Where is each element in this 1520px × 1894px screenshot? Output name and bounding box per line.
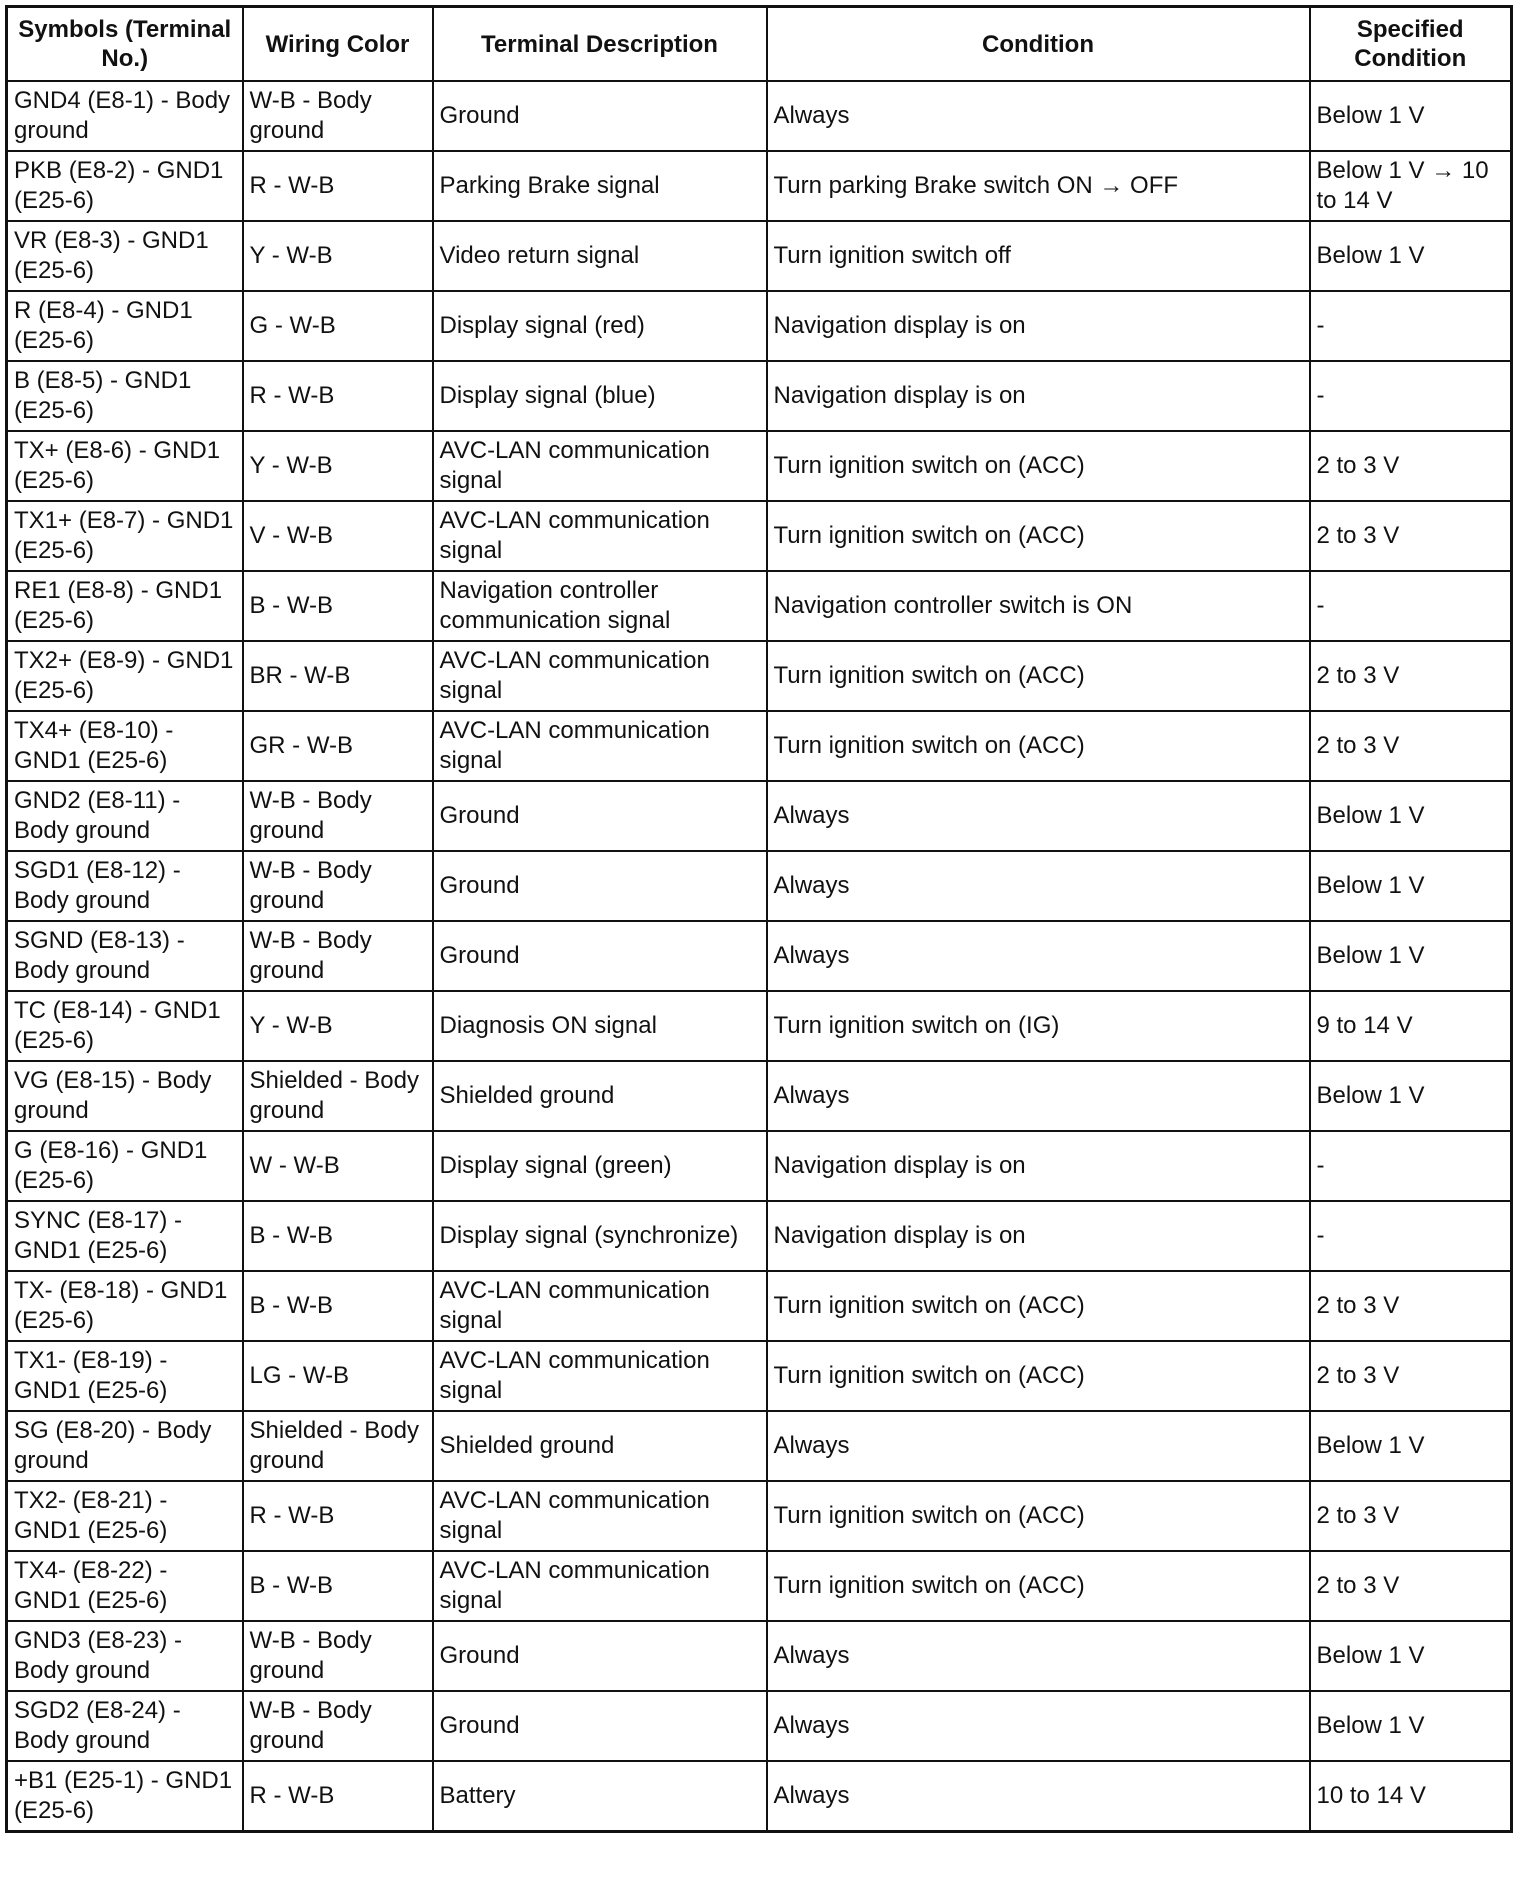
cell-specified-condition: 9 to 14 V — [1310, 991, 1512, 1061]
cell-condition: Always — [767, 1621, 1310, 1691]
cell-wiring-color: Y - W-B — [243, 221, 433, 291]
cell-condition: Always — [767, 851, 1310, 921]
cell-wiring-color: G - W-B — [243, 291, 433, 361]
cell-wiring-color: W - W-B — [243, 1131, 433, 1201]
cell-wiring-color: R - W-B — [243, 361, 433, 431]
cell-symbol: B (E8-5) - GND1 (E25-6) — [7, 361, 243, 431]
terminal-spec-page — [5, 5, 1510, 1833]
cell-terminal-description: AVC-LAN communication signal — [433, 501, 767, 571]
cell-symbol: SGND (E8-13) - Body ground — [7, 921, 243, 991]
cell-terminal-description: AVC-LAN communication signal — [433, 431, 767, 501]
cell-wiring-color: R - W-B — [243, 1761, 433, 1832]
cell-condition: Navigation display is on — [767, 1201, 1310, 1271]
cell-condition: Navigation display is on — [767, 361, 1310, 431]
cell-condition: Navigation controller switch is ON — [767, 571, 1310, 641]
table-row — [7, 851, 1512, 921]
cell-symbol: SGD1 (E8-12) - Body ground — [7, 851, 243, 921]
table-row — [7, 1271, 1512, 1341]
cell-terminal-description: AVC-LAN communication signal — [433, 641, 767, 711]
cell-condition: Navigation display is on — [767, 1131, 1310, 1201]
cell-specified-condition: 2 to 3 V — [1310, 431, 1512, 501]
table-row — [7, 641, 1512, 711]
cell-symbol: TX2- (E8-21) - GND1 (E25-6) — [7, 1481, 243, 1551]
cell-condition: Turn parking Brake switch ON → OFF — [767, 151, 1310, 221]
cell-wiring-color: W-B - Body ground — [243, 81, 433, 151]
header-specified-condition: Specified Condition — [1310, 7, 1512, 82]
cell-wiring-color: Shielded - Body ground — [243, 1061, 433, 1131]
cell-condition: Turn ignition switch on (ACC) — [767, 431, 1310, 501]
cell-terminal-description: Ground — [433, 1691, 767, 1761]
cell-symbol: +B1 (E25-1) - GND1 (E25-6) — [7, 1761, 243, 1832]
cell-wiring-color: R - W-B — [243, 1481, 433, 1551]
cell-wiring-color: W-B - Body ground — [243, 851, 433, 921]
cell-symbol: TX2+ (E8-9) - GND1 (E25-6) — [7, 641, 243, 711]
table-row — [7, 1691, 1512, 1761]
cell-terminal-description: Display signal (red) — [433, 291, 767, 361]
table-row — [7, 571, 1512, 641]
table-row — [7, 81, 1512, 151]
cell-specified-condition: 2 to 3 V — [1310, 1341, 1512, 1411]
table-row — [7, 1411, 1512, 1481]
cell-terminal-description: Ground — [433, 781, 767, 851]
cell-symbol: VG (E8-15) - Body ground — [7, 1061, 243, 1131]
cell-wiring-color: Shielded - Body ground — [243, 1411, 433, 1481]
cell-terminal-description: AVC-LAN communication signal — [433, 1271, 767, 1341]
cell-symbol: RE1 (E8-8) - GND1 (E25-6) — [7, 571, 243, 641]
cell-wiring-color: B - W-B — [243, 1551, 433, 1621]
table-row — [7, 431, 1512, 501]
table-row — [7, 991, 1512, 1061]
cell-condition: Turn ignition switch on (ACC) — [767, 1551, 1310, 1621]
cell-terminal-description: Display signal (synchronize) — [433, 1201, 767, 1271]
cell-specified-condition: Below 1 V → 10 to 14 V — [1310, 151, 1512, 221]
table-row — [7, 781, 1512, 851]
table-header — [7, 7, 1512, 82]
cell-symbol: R (E8-4) - GND1 (E25-6) — [7, 291, 243, 361]
table-row — [7, 501, 1512, 571]
cell-specified-condition: Below 1 V — [1310, 1061, 1512, 1131]
cell-condition: Always — [767, 1691, 1310, 1761]
cell-terminal-description: Navigation controller communication signal — [433, 571, 767, 641]
cell-specified-condition: - — [1310, 361, 1512, 431]
cell-condition: Turn ignition switch off — [767, 221, 1310, 291]
cell-symbol: VR (E8-3) - GND1 (E25-6) — [7, 221, 243, 291]
cell-condition: Always — [767, 921, 1310, 991]
cell-symbol: SGD2 (E8-24) - Body ground — [7, 1691, 243, 1761]
cell-condition: Turn ignition switch on (ACC) — [767, 1271, 1310, 1341]
terminal-spec-table — [5, 5, 1513, 1833]
cell-condition: Always — [767, 81, 1310, 151]
table-row — [7, 1621, 1512, 1691]
cell-terminal-description: Video return signal — [433, 221, 767, 291]
cell-specified-condition: 2 to 3 V — [1310, 1551, 1512, 1621]
cell-condition: Turn ignition switch on (ACC) — [767, 641, 1310, 711]
table-row — [7, 1061, 1512, 1131]
header-condition: Condition — [767, 7, 1310, 82]
cell-symbol: TX- (E8-18) - GND1 (E25-6) — [7, 1271, 243, 1341]
cell-symbol: TX4+ (E8-10) - GND1 (E25-6) — [7, 711, 243, 781]
cell-specified-condition: 2 to 3 V — [1310, 641, 1512, 711]
table-row — [7, 361, 1512, 431]
cell-symbol: GND4 (E8-1) - Body ground — [7, 81, 243, 151]
cell-terminal-description: AVC-LAN communication signal — [433, 711, 767, 781]
cell-condition: Turn ignition switch on (ACC) — [767, 1481, 1310, 1551]
cell-symbol: G (E8-16) - GND1 (E25-6) — [7, 1131, 243, 1201]
cell-wiring-color: Y - W-B — [243, 431, 433, 501]
table-row — [7, 1761, 1512, 1832]
cell-specified-condition: Below 1 V — [1310, 851, 1512, 921]
cell-specified-condition: Below 1 V — [1310, 1621, 1512, 1691]
cell-terminal-description: Battery — [433, 1761, 767, 1832]
cell-condition: Turn ignition switch on (ACC) — [767, 1341, 1310, 1411]
cell-specified-condition: - — [1310, 1131, 1512, 1201]
table-row — [7, 291, 1512, 361]
cell-specified-condition: - — [1310, 571, 1512, 641]
cell-specified-condition: Below 1 V — [1310, 221, 1512, 291]
cell-specified-condition: 10 to 14 V — [1310, 1761, 1512, 1832]
table-body — [7, 81, 1512, 1832]
cell-symbol: PKB (E8-2) - GND1 (E25-6) — [7, 151, 243, 221]
cell-symbol: TX4- (E8-22) - GND1 (E25-6) — [7, 1551, 243, 1621]
cell-condition: Turn ignition switch on (ACC) — [767, 501, 1310, 571]
cell-terminal-description: Diagnosis ON signal — [433, 991, 767, 1061]
table-row — [7, 1481, 1512, 1551]
cell-wiring-color: LG - W-B — [243, 1341, 433, 1411]
cell-terminal-description: AVC-LAN communication signal — [433, 1551, 767, 1621]
cell-terminal-description: AVC-LAN communication signal — [433, 1341, 767, 1411]
cell-terminal-description: Shielded ground — [433, 1061, 767, 1131]
cell-terminal-description: Shielded ground — [433, 1411, 767, 1481]
cell-condition: Always — [767, 1761, 1310, 1832]
table-row — [7, 1551, 1512, 1621]
cell-condition: Turn ignition switch on (IG) — [767, 991, 1310, 1061]
cell-symbol: TX+ (E8-6) - GND1 (E25-6) — [7, 431, 243, 501]
cell-specified-condition: 2 to 3 V — [1310, 1481, 1512, 1551]
cell-wiring-color: Y - W-B — [243, 991, 433, 1061]
table-row — [7, 151, 1512, 221]
cell-wiring-color: W-B - Body ground — [243, 1691, 433, 1761]
cell-terminal-description: Display signal (blue) — [433, 361, 767, 431]
cell-terminal-description: Ground — [433, 921, 767, 991]
cell-wiring-color: GR - W-B — [243, 711, 433, 781]
cell-specified-condition: Below 1 V — [1310, 1691, 1512, 1761]
table-row — [7, 1131, 1512, 1201]
cell-specified-condition: 2 to 3 V — [1310, 711, 1512, 781]
cell-specified-condition: Below 1 V — [1310, 921, 1512, 991]
table-row — [7, 221, 1512, 291]
table-row — [7, 921, 1512, 991]
cell-wiring-color: BR - W-B — [243, 641, 433, 711]
header-wiring-color: Wiring Color — [243, 7, 433, 82]
table-row — [7, 711, 1512, 781]
cell-specified-condition: Below 1 V — [1310, 81, 1512, 151]
cell-symbol: TX1- (E8-19) - GND1 (E25-6) — [7, 1341, 243, 1411]
table-row — [7, 1201, 1512, 1271]
cell-wiring-color: B - W-B — [243, 571, 433, 641]
cell-wiring-color: B - W-B — [243, 1201, 433, 1271]
cell-wiring-color: W-B - Body ground — [243, 781, 433, 851]
cell-symbol: TC (E8-14) - GND1 (E25-6) — [7, 991, 243, 1061]
cell-condition: Turn ignition switch on (ACC) — [767, 711, 1310, 781]
cell-wiring-color: W-B - Body ground — [243, 921, 433, 991]
cell-terminal-description: Display signal (green) — [433, 1131, 767, 1201]
cell-specified-condition: - — [1310, 291, 1512, 361]
cell-terminal-description: Ground — [433, 851, 767, 921]
cell-symbol: TX1+ (E8-7) - GND1 (E25-6) — [7, 501, 243, 571]
cell-condition: Navigation display is on — [767, 291, 1310, 361]
cell-symbol: GND2 (E8-11) - Body ground — [7, 781, 243, 851]
cell-wiring-color: W-B - Body ground — [243, 1621, 433, 1691]
cell-specified-condition: Below 1 V — [1310, 781, 1512, 851]
header-symbols: Symbols (Terminal No.) — [7, 7, 243, 82]
cell-specified-condition: Below 1 V — [1310, 1411, 1512, 1481]
cell-terminal-description: Ground — [433, 81, 767, 151]
cell-specified-condition: 2 to 3 V — [1310, 1271, 1512, 1341]
header-row — [7, 7, 1512, 82]
cell-specified-condition: 2 to 3 V — [1310, 501, 1512, 571]
cell-condition: Always — [767, 781, 1310, 851]
cell-terminal-description: Parking Brake signal — [433, 151, 767, 221]
cell-terminal-description: Ground — [433, 1621, 767, 1691]
cell-symbol: GND3 (E8-23) - Body ground — [7, 1621, 243, 1691]
header-terminal-description: Terminal Description — [433, 7, 767, 82]
cell-wiring-color: V - W-B — [243, 501, 433, 571]
cell-terminal-description: AVC-LAN communication signal — [433, 1481, 767, 1551]
cell-symbol: SYNC (E8-17) - GND1 (E25-6) — [7, 1201, 243, 1271]
cell-specified-condition: - — [1310, 1201, 1512, 1271]
cell-symbol: SG (E8-20) - Body ground — [7, 1411, 243, 1481]
cell-condition: Always — [767, 1061, 1310, 1131]
cell-wiring-color: R - W-B — [243, 151, 433, 221]
table-row — [7, 1341, 1512, 1411]
cell-condition: Always — [767, 1411, 1310, 1481]
cell-wiring-color: B - W-B — [243, 1271, 433, 1341]
